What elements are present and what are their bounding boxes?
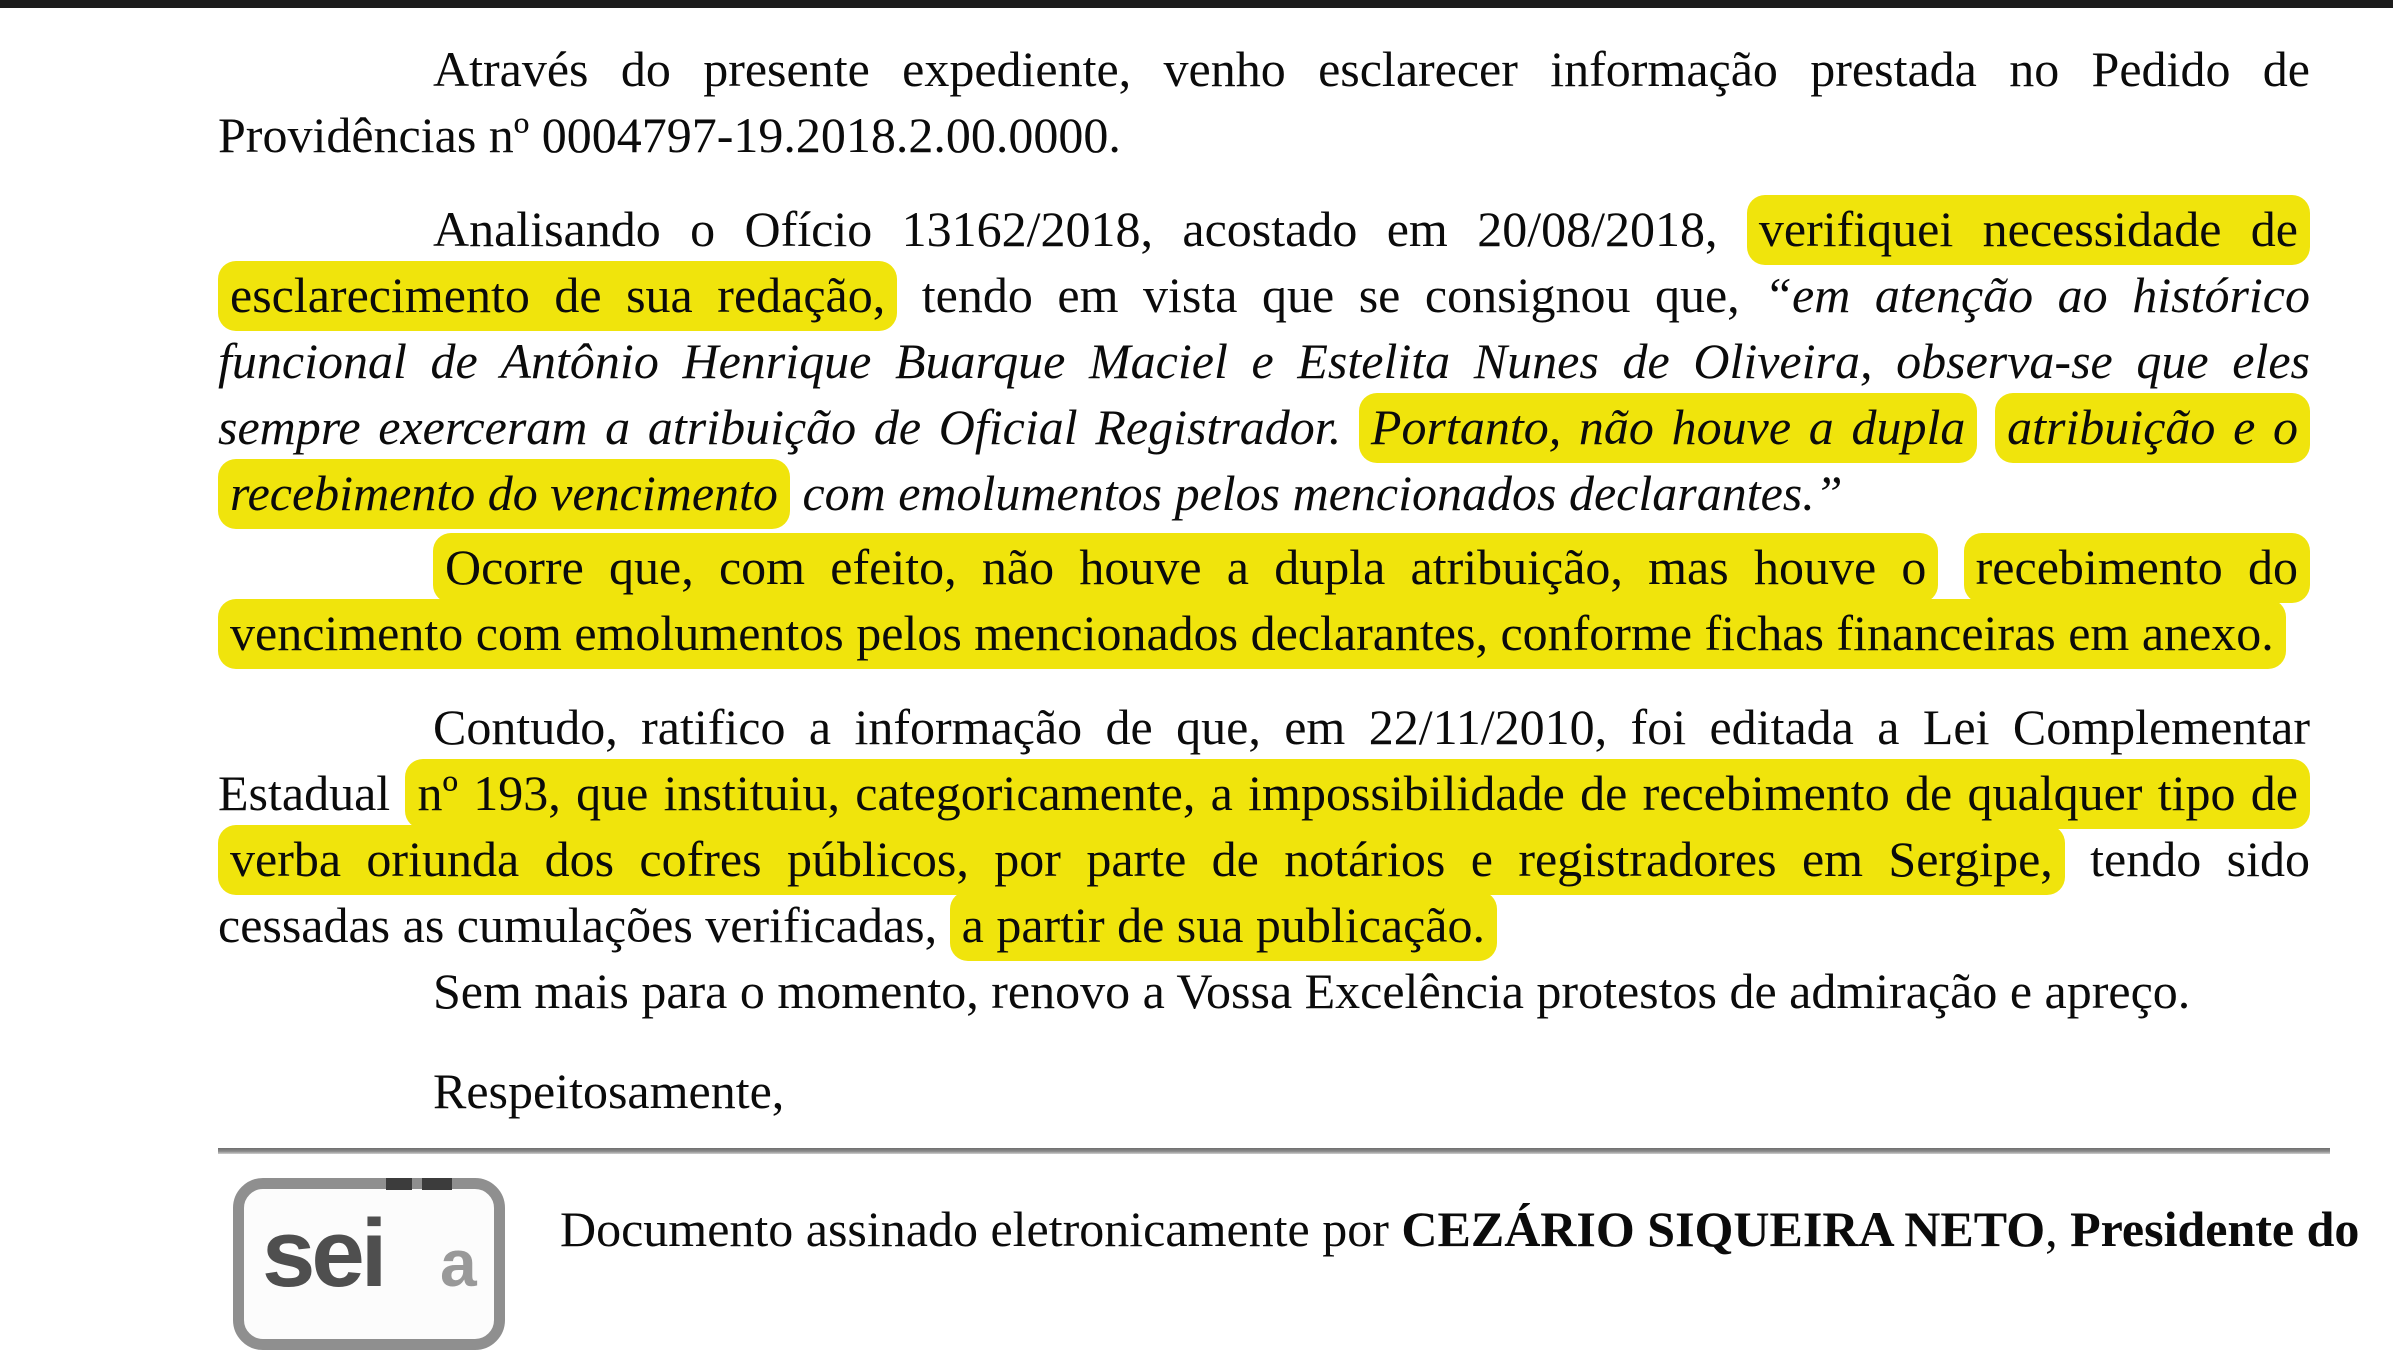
sei-logo-suffix: a bbox=[440, 1226, 477, 1300]
text-run: “em atenção ao histórico funcional de Antônio Henrique Buarque Maciel e Estelita Nunes de Oliveira, observa-se que eles sempre exerceram a atribuição de Oficial Registrador. bbox=[218, 267, 2311, 455]
text-run: tendo em vista que se consignou que, bbox=[897, 267, 1765, 323]
text-run: Documento assinado eletronicamente por bbox=[560, 1201, 1402, 1257]
highlighted-text: a partir de sua publicação. bbox=[950, 891, 1497, 961]
highlighted-text: atribuição e o recebimento do vencimento bbox=[218, 393, 2310, 529]
text-run: Respeitosamente, bbox=[433, 1063, 785, 1119]
text-run: CEZÁRIO SIQUEIRA NETO bbox=[1401, 1201, 2046, 1257]
highlighted-text: Ocorre que, com efeito, não houve a dupla atribuição, mas houve o bbox=[433, 533, 1938, 603]
text-run: Sem mais para o momento, renovo a Vossa Excelência protestos de admiração e apreço. bbox=[433, 963, 2191, 1019]
paragraph-p6 bbox=[218, 1058, 2310, 1124]
text-run: , bbox=[2045, 1201, 2071, 1257]
highlighted-text: verifiquei necessidade de esclarecimento de sua redação, bbox=[218, 195, 2310, 331]
text-run bbox=[1977, 399, 1995, 455]
text-run: Através do presente expediente, venho esclarecer informação prestada no Pedido de Providências nº 0004797-19.2018.2.00.0000. bbox=[218, 41, 2310, 163]
highlighted-text: recebimento do vencimento com emolumentos pelos mencionados declarantes, conforme fichas financeiras em anexo. bbox=[218, 533, 2310, 669]
text-run: tendo sido cessadas as cumulações verificadas, bbox=[218, 831, 2310, 953]
text-run: Presidente do bbox=[2070, 1201, 2360, 1257]
text-run: Contudo, ratifico a informação de que, em 22/11/2010, foi editada a Lei Complementar Estadual bbox=[218, 699, 2310, 821]
signature-divider-line bbox=[218, 1148, 2330, 1154]
highlighted-text: nº 193, que instituiu, categoricamente, a impossibilidade de recebimento de qualquer tipo de verba oriunda dos cofres públicos, por parte de notários e registradores em Sergipe, bbox=[218, 759, 2310, 895]
page-top-edge-bar bbox=[0, 0, 2393, 8]
sei-logo-notch bbox=[422, 1178, 452, 1190]
paragraph-p2 bbox=[218, 196, 2310, 526]
text-run: com emolumentos pelos mencionados declarantes.” bbox=[789, 465, 1843, 521]
text-run bbox=[1938, 539, 1963, 595]
highlighted-text: Portanto, não houve a dupla bbox=[1359, 393, 1977, 463]
document-body bbox=[218, 8, 2310, 1124]
text-run: Analisando o Ofício 13162/2018, acostado em 20/08/2018, bbox=[433, 201, 1747, 257]
paragraph-p3 bbox=[218, 534, 2310, 666]
paragraph-p5 bbox=[218, 958, 2310, 1024]
paragraph-p1 bbox=[218, 36, 2310, 168]
sei-logo-text: sei bbox=[262, 1200, 384, 1307]
signature-statement bbox=[560, 1196, 2390, 1262]
sei-logo-notch bbox=[386, 1178, 412, 1190]
paragraph-p4 bbox=[218, 694, 2310, 958]
sei-logo bbox=[233, 1178, 505, 1350]
